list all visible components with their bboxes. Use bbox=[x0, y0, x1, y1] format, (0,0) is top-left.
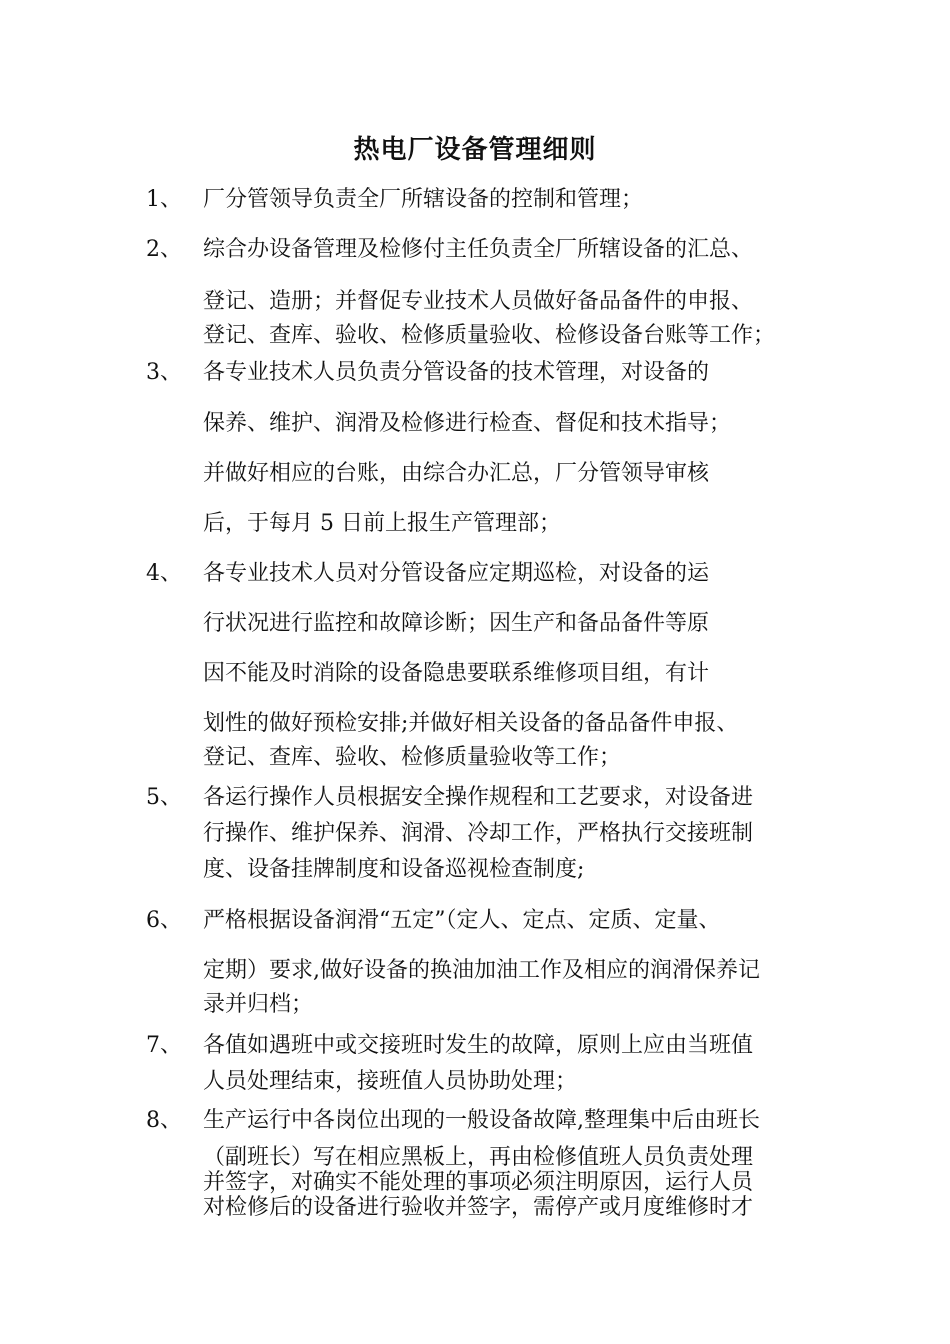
item-text-line: 录并归档； bbox=[203, 992, 314, 1017]
item-number: 3、 bbox=[146, 360, 182, 385]
item-text-line: 登记、造册；并督促专业技术人员做好备品备件的申报、 bbox=[203, 289, 754, 314]
item-text-line: （副班长）写在相应黑板上，再由检修值班人员负责处理 bbox=[203, 1145, 754, 1170]
item-text-line: 厂分管领导负责全厂所辖设备的控制和管理； bbox=[203, 187, 644, 212]
item-number: 1、 bbox=[146, 187, 182, 212]
item-text-line: 因不能及时消除的设备隐患要联系维修项目组，有计 bbox=[203, 661, 710, 686]
item-text-line: 综合办设备管理及检修付主任负责全厂所辖设备的汇总、 bbox=[203, 237, 754, 262]
item-text-line: 各值如遇班中或交接班时发生的故障，原则上应由当班值 bbox=[203, 1033, 754, 1058]
item-text-line: 登记、查库、验收、检修质量验收等工作； bbox=[203, 745, 622, 770]
document-title: 热电厂设备管理细则 bbox=[353, 135, 597, 165]
item-number: 8、 bbox=[146, 1108, 182, 1133]
item-text-line: 登记、查库、验收、检修质量验收、检修设备台账等工作； bbox=[203, 323, 776, 348]
item-number: 5、 bbox=[146, 785, 182, 810]
item-text-line: 度、设备挂牌制度和设备巡视检查制度; bbox=[203, 857, 585, 882]
item-text-line: 行操作、维护保养、润滑、冷却工作，严格执行交接班制 bbox=[203, 821, 754, 846]
item-number: 4、 bbox=[146, 561, 182, 586]
item-number: 7、 bbox=[146, 1033, 182, 1058]
item-text-line: 并签字，对确实不能处理的事项必须注明原因，运行人员 bbox=[203, 1170, 754, 1195]
item-text-line: 定期）要求,做好设备的换油加油工作及相应的润滑保养记 bbox=[203, 958, 760, 983]
item-text-line: 对检修后的设备进行验收并签字，需停产或月度维修时才 bbox=[203, 1195, 754, 1220]
item-text-line: 人员处理结束，接班值人员协助处理； bbox=[203, 1069, 578, 1094]
item-text-line: 生产运行中各岗位出现的一般设备故障,整理集中后由班长 bbox=[203, 1108, 760, 1133]
item-text-line: 各专业技术人员负责分管设备的技术管理，对设备的 bbox=[203, 360, 710, 385]
item-text-line: 后，于每月 5 日前上报生产管理部； bbox=[203, 511, 561, 536]
item-text-line: 并做好相应的台账，由综合办汇总，厂分管领导审核 bbox=[203, 461, 710, 486]
item-text-line: 各运行操作人员根据安全操作规程和工艺要求，对设备进 bbox=[203, 785, 754, 810]
item-text-line: 行状况进行监控和故障诊断；因生产和备品备件等原 bbox=[203, 611, 710, 636]
item-text-line: 严格根据设备润滑“五定”（定人、定点、定质、定量、 bbox=[203, 908, 721, 933]
item-number: 2、 bbox=[146, 237, 182, 262]
item-text-line: 各专业技术人员对分管设备应定期巡检，对设备的运 bbox=[203, 561, 710, 586]
item-text-line: 划性的做好预检安排;并做好相关设备的备品备件申报、 bbox=[203, 711, 739, 736]
item-number: 6、 bbox=[146, 908, 182, 933]
item-text-line: 保养、维护、润滑及检修进行检查、督促和技术指导； bbox=[203, 411, 732, 436]
